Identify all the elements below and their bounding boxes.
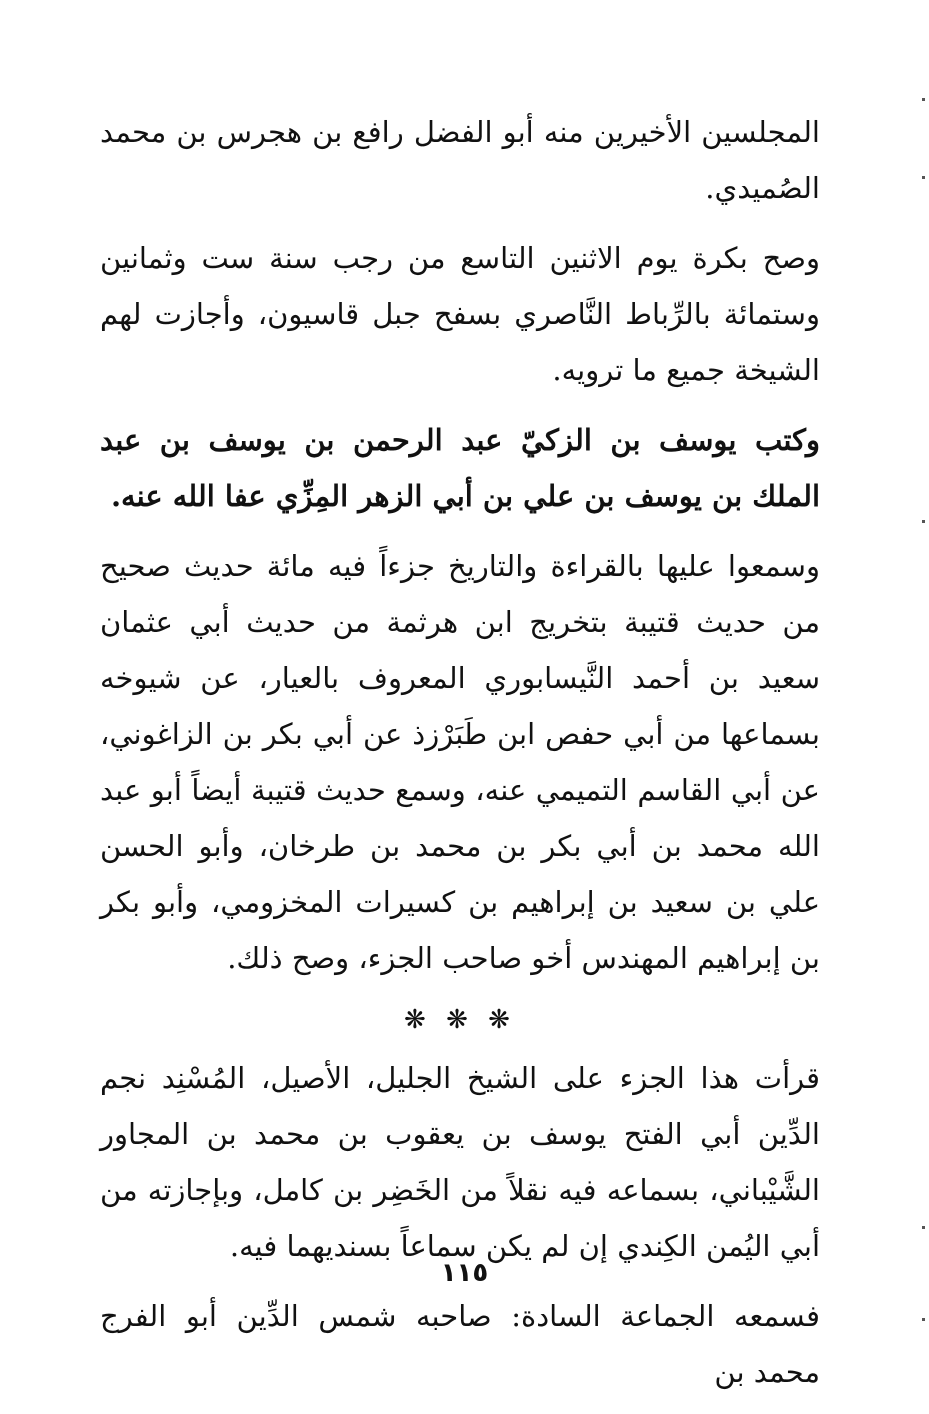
paragraph-5: قرأت هذا الجزء على الشيخ الجليل، الأصيل، المُسْنِد نجم الدِّين أبي الفتح يوسف بن يعقوب بن محمد بن المجاور الشَّيْباني، بسماعه فيه نقلاً من الخَضِر بن كامل، وبإجازته من أبي اليُمن الكِندي إن لم يكن سماعاً بسنديهما فيه. [100, 1061, 820, 1263]
paragraph-2: وصح بكرة يوم الاثنين التاسع من رجب سنة ست وثمانين وستمائة بالرِّباط النَّاصري بسفح جبل قاسيون، وأجازت لهم الشيخة جميع ما ترويه. [100, 241, 820, 387]
margin-mark [922, 1226, 925, 1229]
paragraph-4: وسمعوا عليها بالقراءة والتاريخ جزءاً فيه مائة حديث صحيح من حديث قتيبة بتخريج ابن هرثمة من حديث أبي عثمان سعيد بن أحمد النَّيسابوري المعروف بالعيار، عن شيوخه بسماعها من أبي حفص ابن طَبَرْزذ عن أبي بكر بن الزاغوني، عن أبي القاسم التميمي عنه، وسمع حديث قتيبة أيضاً أبو عبد الله محمد بن أبي بكر بن محمد بن طرخان، وأبو الحسن علي بن سعيد بن إبراهيم بن كسيرات المخزومي، وأبو بكر بن إبراهيم المهندس أخو صاحب الجزء، وصح ذلك. [100, 549, 820, 975]
page-number: ١١٥ [440, 1258, 489, 1288]
paragraph-1: المجلسين الأخيرين منه أبو الفضل رافع بن هجرس بن محمد الصُميدي. [100, 115, 820, 205]
margin-mark [922, 98, 925, 101]
margin-mark [922, 1318, 925, 1321]
margin-mark [922, 520, 925, 523]
paragraph-6: فسمعه الجماعة السادة: صاحبه شمس الدِّين أبو الفرج محمد بن [100, 1299, 820, 1389]
page-body [100, 104, 820, 1414]
section-separator: ❋ ❋ ❋ [404, 1005, 516, 1035]
paragraph-3-signature: وكتب يوسف بن الزكيّ عبد الرحمن بن يوسف بن عبد الملك بن يوسف بن علي بن أبي الزهر المِزِّي عفا الله عنه. [100, 423, 820, 513]
margin-mark [922, 176, 925, 179]
